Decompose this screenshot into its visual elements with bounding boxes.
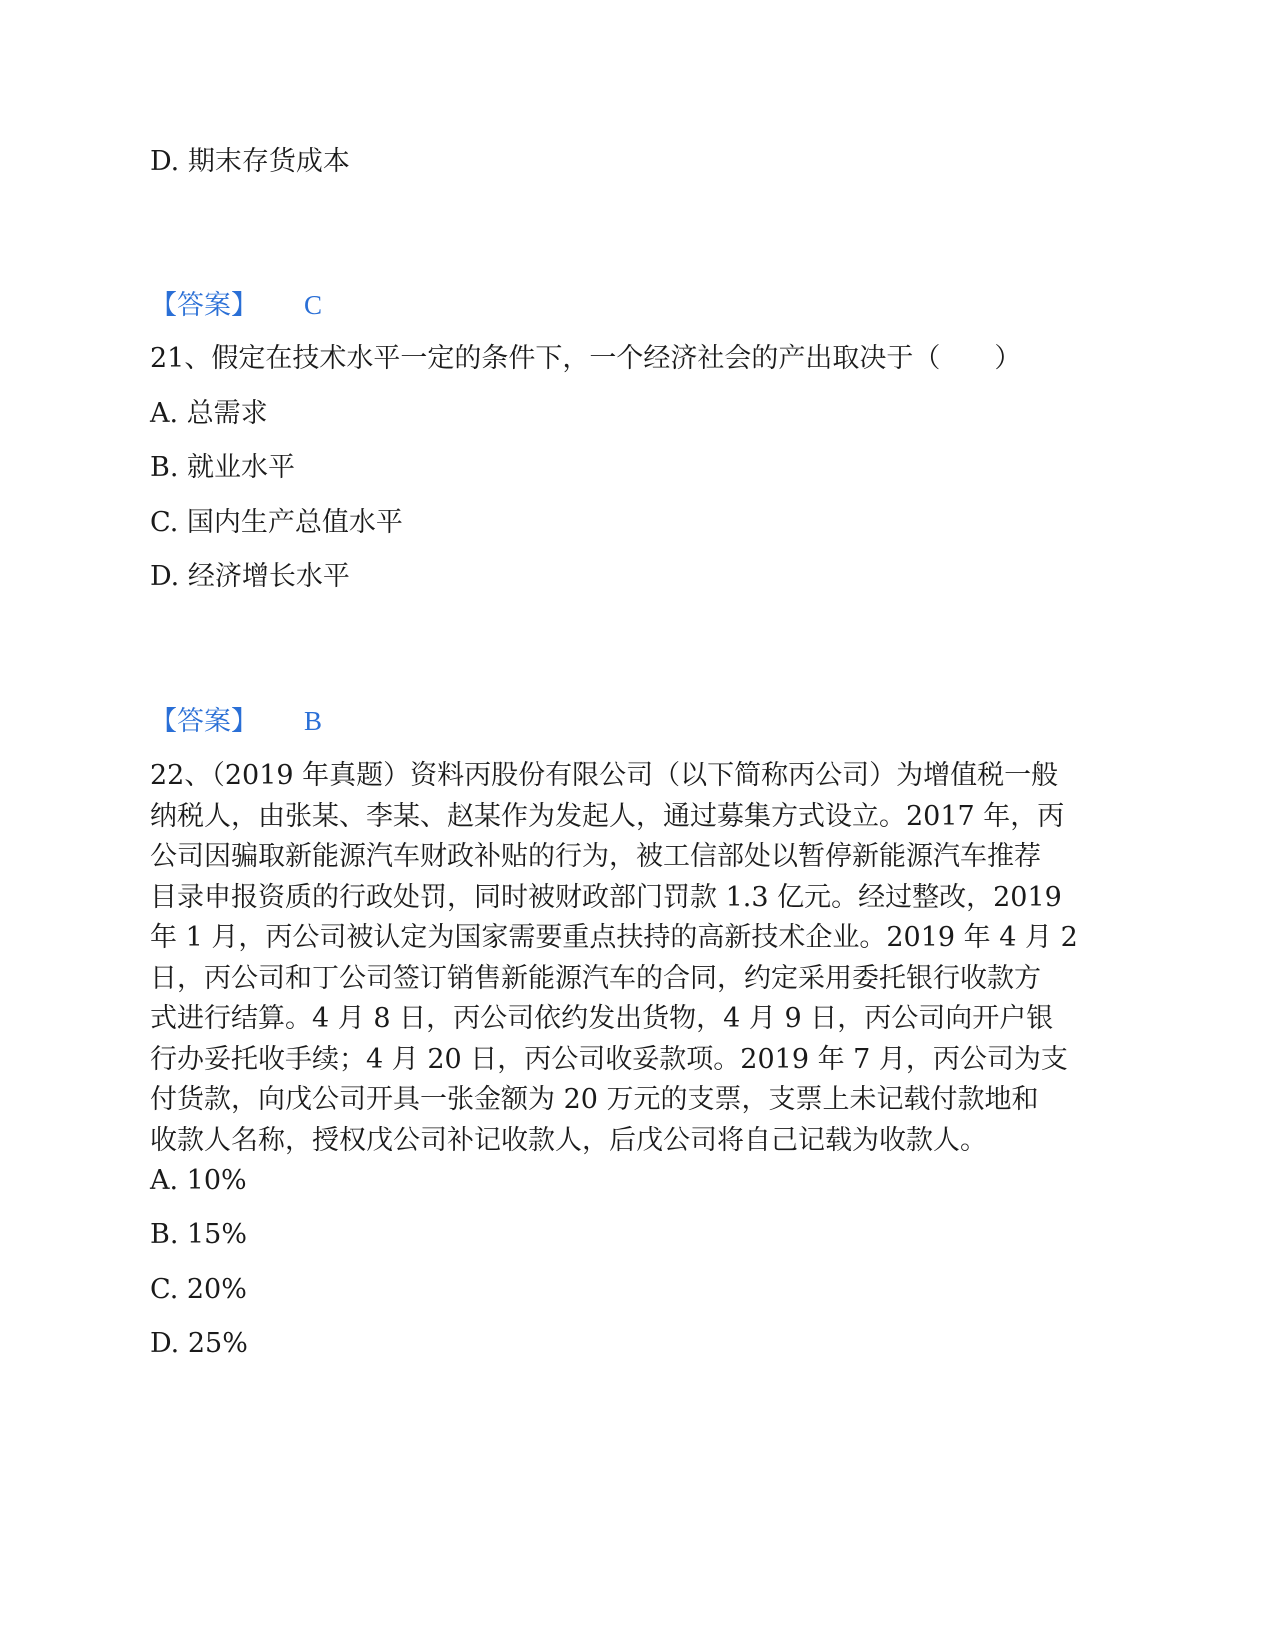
- q21-option-d: D. 经济增长水平: [150, 561, 350, 592]
- question-21-stem: 21、假定在技术水平一定的条件下，一个经济社会的产出取决于（ ）: [150, 343, 1022, 374]
- prev-option-d: D. 期末存货成本: [150, 146, 350, 177]
- q22-line: 收款人名称，授权戊公司补记收款人，后戊公司将自己记载为收款人。: [150, 1124, 987, 1156]
- question-22-body: [150, 756, 1130, 1161]
- answer-tag: 【答案】: [150, 290, 258, 321]
- q22-line: 行办妥托收手续；4 月 20 日，丙公司收妥款项。2019 年 7 月，丙公司为支: [150, 1043, 1068, 1075]
- q22-line: 公司因骗取新能源汽车财政补贴的行为，被工信部处以暂停新能源汽车推荐: [150, 841, 1041, 872]
- q22-line: 纳税人，由张某、李某、赵某作为发起人，通过募集方式设立。2017 年，丙: [150, 800, 1065, 832]
- q22-option-c: C. 20%: [150, 1274, 247, 1305]
- q22-line: 式进行结算。4 月 8 日，丙公司依约发出货物，4 月 9 日，丙公司向开户银: [150, 1003, 1054, 1034]
- q22-line: 目录申报资质的行政处罚，同时被财政部门罚款 1.3 亿元。经过整改，2019: [150, 881, 1062, 913]
- answer-tag: 【答案】: [150, 706, 258, 737]
- answer-line-1: [150, 285, 322, 326]
- q22-line: 年 1 月，丙公司被认定为国家需要重点扶持的高新技术企业。2019 年 4 月 2: [150, 922, 1078, 953]
- q22-option-a: A. 10%: [150, 1165, 247, 1196]
- answer-value: C: [304, 290, 323, 320]
- answer-value: B: [304, 706, 323, 736]
- q22-line: 日，丙公司和丁公司签订销售新能源汽车的合同，约定采用委托银行收款方: [150, 962, 1041, 994]
- q21-option-b: B. 就业水平: [150, 452, 296, 483]
- answer-line-2: [150, 701, 322, 742]
- q21-option-c: C. 国内生产总值水平: [150, 507, 403, 538]
- q22-line: 付货款，向戊公司开具一张金额为 20 万元的支票，支票上未记载付款地和: [150, 1084, 1039, 1115]
- q22-line: 22、（2019 年真题）资料丙股份有限公司（以下简称丙公司）为增值税一般: [150, 760, 1059, 791]
- q21-option-a: A. 总需求: [150, 398, 268, 429]
- q22-option-d: D. 25%: [150, 1328, 248, 1359]
- q22-option-b: B. 15%: [150, 1219, 248, 1250]
